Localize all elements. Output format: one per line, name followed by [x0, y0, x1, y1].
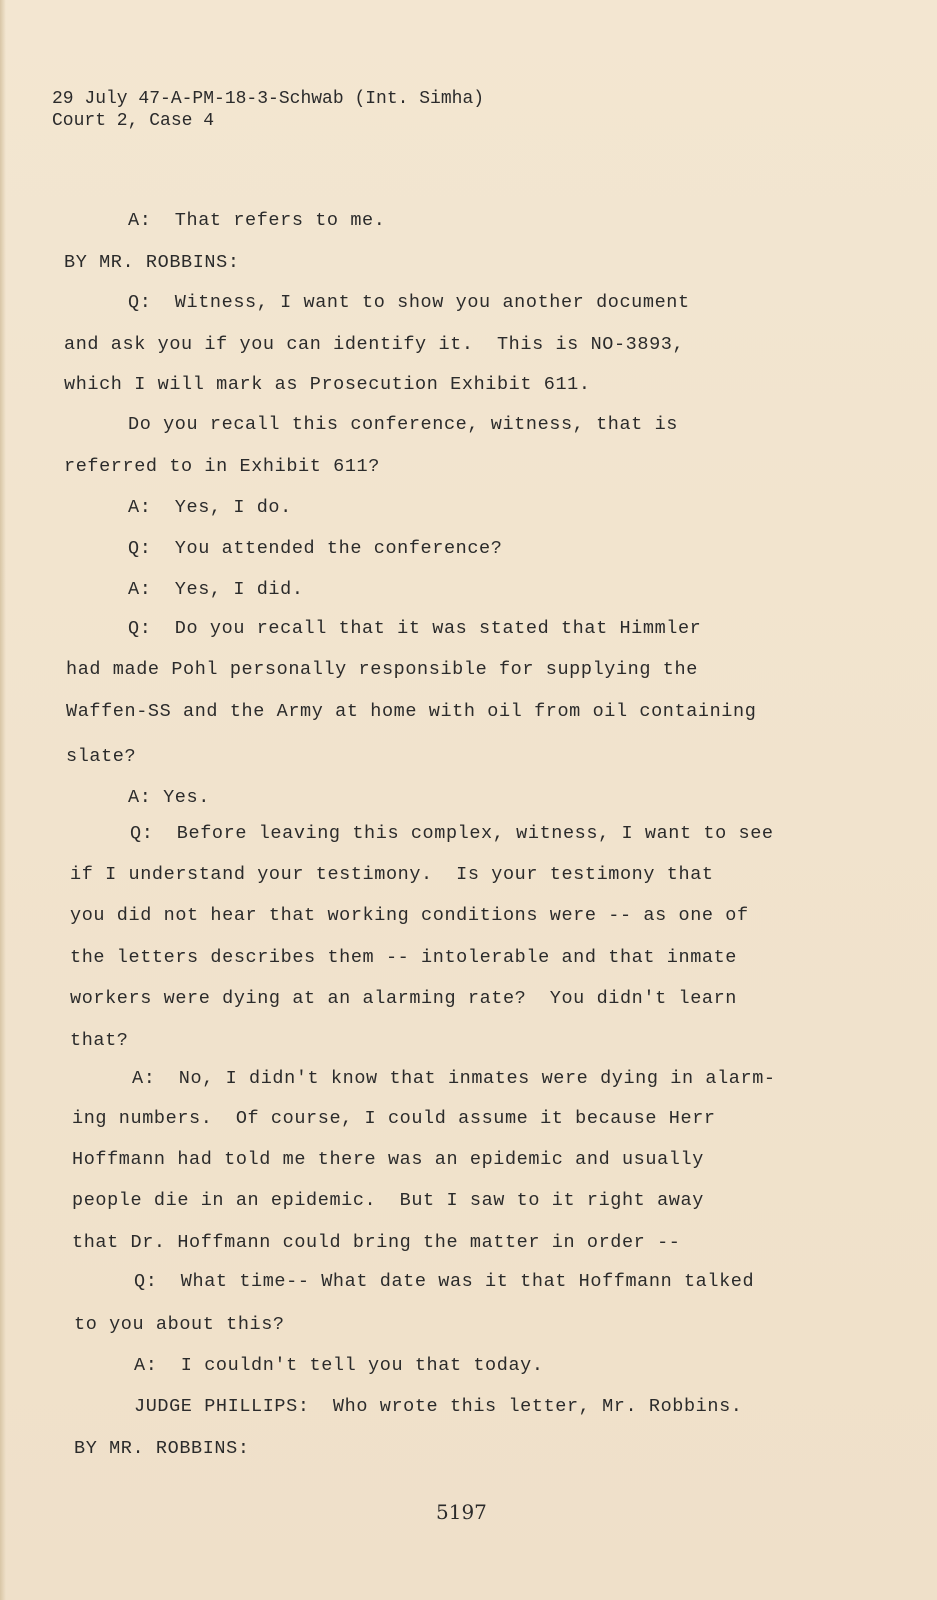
- transcript-line: to you about this?: [74, 1314, 285, 1335]
- transcript-line: ing numbers. Of course, I could assume it because Herr: [72, 1108, 716, 1129]
- transcript-line: if I understand your testimony. Is your testimony that: [70, 864, 714, 885]
- transcript-line: which I will mark as Prosecution Exhibit 611.: [64, 374, 591, 395]
- transcript-line: the letters describes them -- intolerable and that inmate: [70, 947, 738, 968]
- transcript-line: Hoffmann had told me there was an epidemic and usually: [72, 1149, 704, 1170]
- header-line-1: 29 July 47-A-PM-18-3-Schwab (Int. Simha): [52, 89, 485, 109]
- transcript-line: referred to in Exhibit 611?: [64, 456, 380, 477]
- transcript-line: that Dr. Hoffmann could bring the matter in order --: [72, 1232, 681, 1253]
- transcript-line: Waffen-SS and the Army at home with oil from oil containing: [66, 701, 757, 722]
- transcript-line: and ask you if you can identify it. This is NO-3893,: [64, 334, 685, 355]
- transcript-line: Q: Witness, I want to show you another document: [128, 292, 690, 313]
- page-number: 5197: [436, 1500, 487, 1524]
- transcript-line: A: I couldn't tell you that today.: [134, 1355, 544, 1376]
- transcript-line: Q: What time-- What date was it that Hoffmann talked: [134, 1271, 755, 1292]
- header-line-2: Court 2, Case 4: [52, 111, 215, 131]
- transcript-line: BY MR. ROBBINS:: [74, 1438, 250, 1459]
- transcript-line: Q: Do you recall that it was stated that Himmler: [128, 618, 702, 639]
- transcript-line: A: Yes.: [128, 787, 210, 808]
- transcript-line: people die in an epidemic. But I saw to it right away: [72, 1190, 704, 1211]
- transcript-line: A: That refers to me.: [128, 210, 386, 231]
- transcript-line: you did not hear that working conditions were -- as one of: [70, 905, 749, 926]
- transcript-line: A: Yes, I did.: [128, 579, 304, 600]
- transcript-line: Do you recall this conference, witness, that is: [128, 414, 678, 435]
- transcript-line: Q: You attended the conference?: [128, 538, 503, 559]
- transcript-line: that?: [70, 1030, 129, 1051]
- transcript-line: A: Yes, I do.: [128, 497, 292, 518]
- transcript-line: JUDGE PHILLIPS: Who wrote this letter, Mr. Robbins.: [134, 1396, 743, 1417]
- transcript-line: BY MR. ROBBINS:: [64, 252, 240, 273]
- transcript-line: workers were dying at an alarming rate? You didn't learn: [70, 988, 738, 1009]
- transcript-line: Q: Before leaving this complex, witness, I want to see: [130, 823, 774, 844]
- transcript-line: had made Pohl personally responsible for supplying the: [66, 659, 698, 680]
- transcript-line: slate?: [66, 746, 137, 767]
- transcript-line: A: No, I didn't know that inmates were dying in alarm-: [132, 1068, 776, 1089]
- document-header: [52, 88, 484, 132]
